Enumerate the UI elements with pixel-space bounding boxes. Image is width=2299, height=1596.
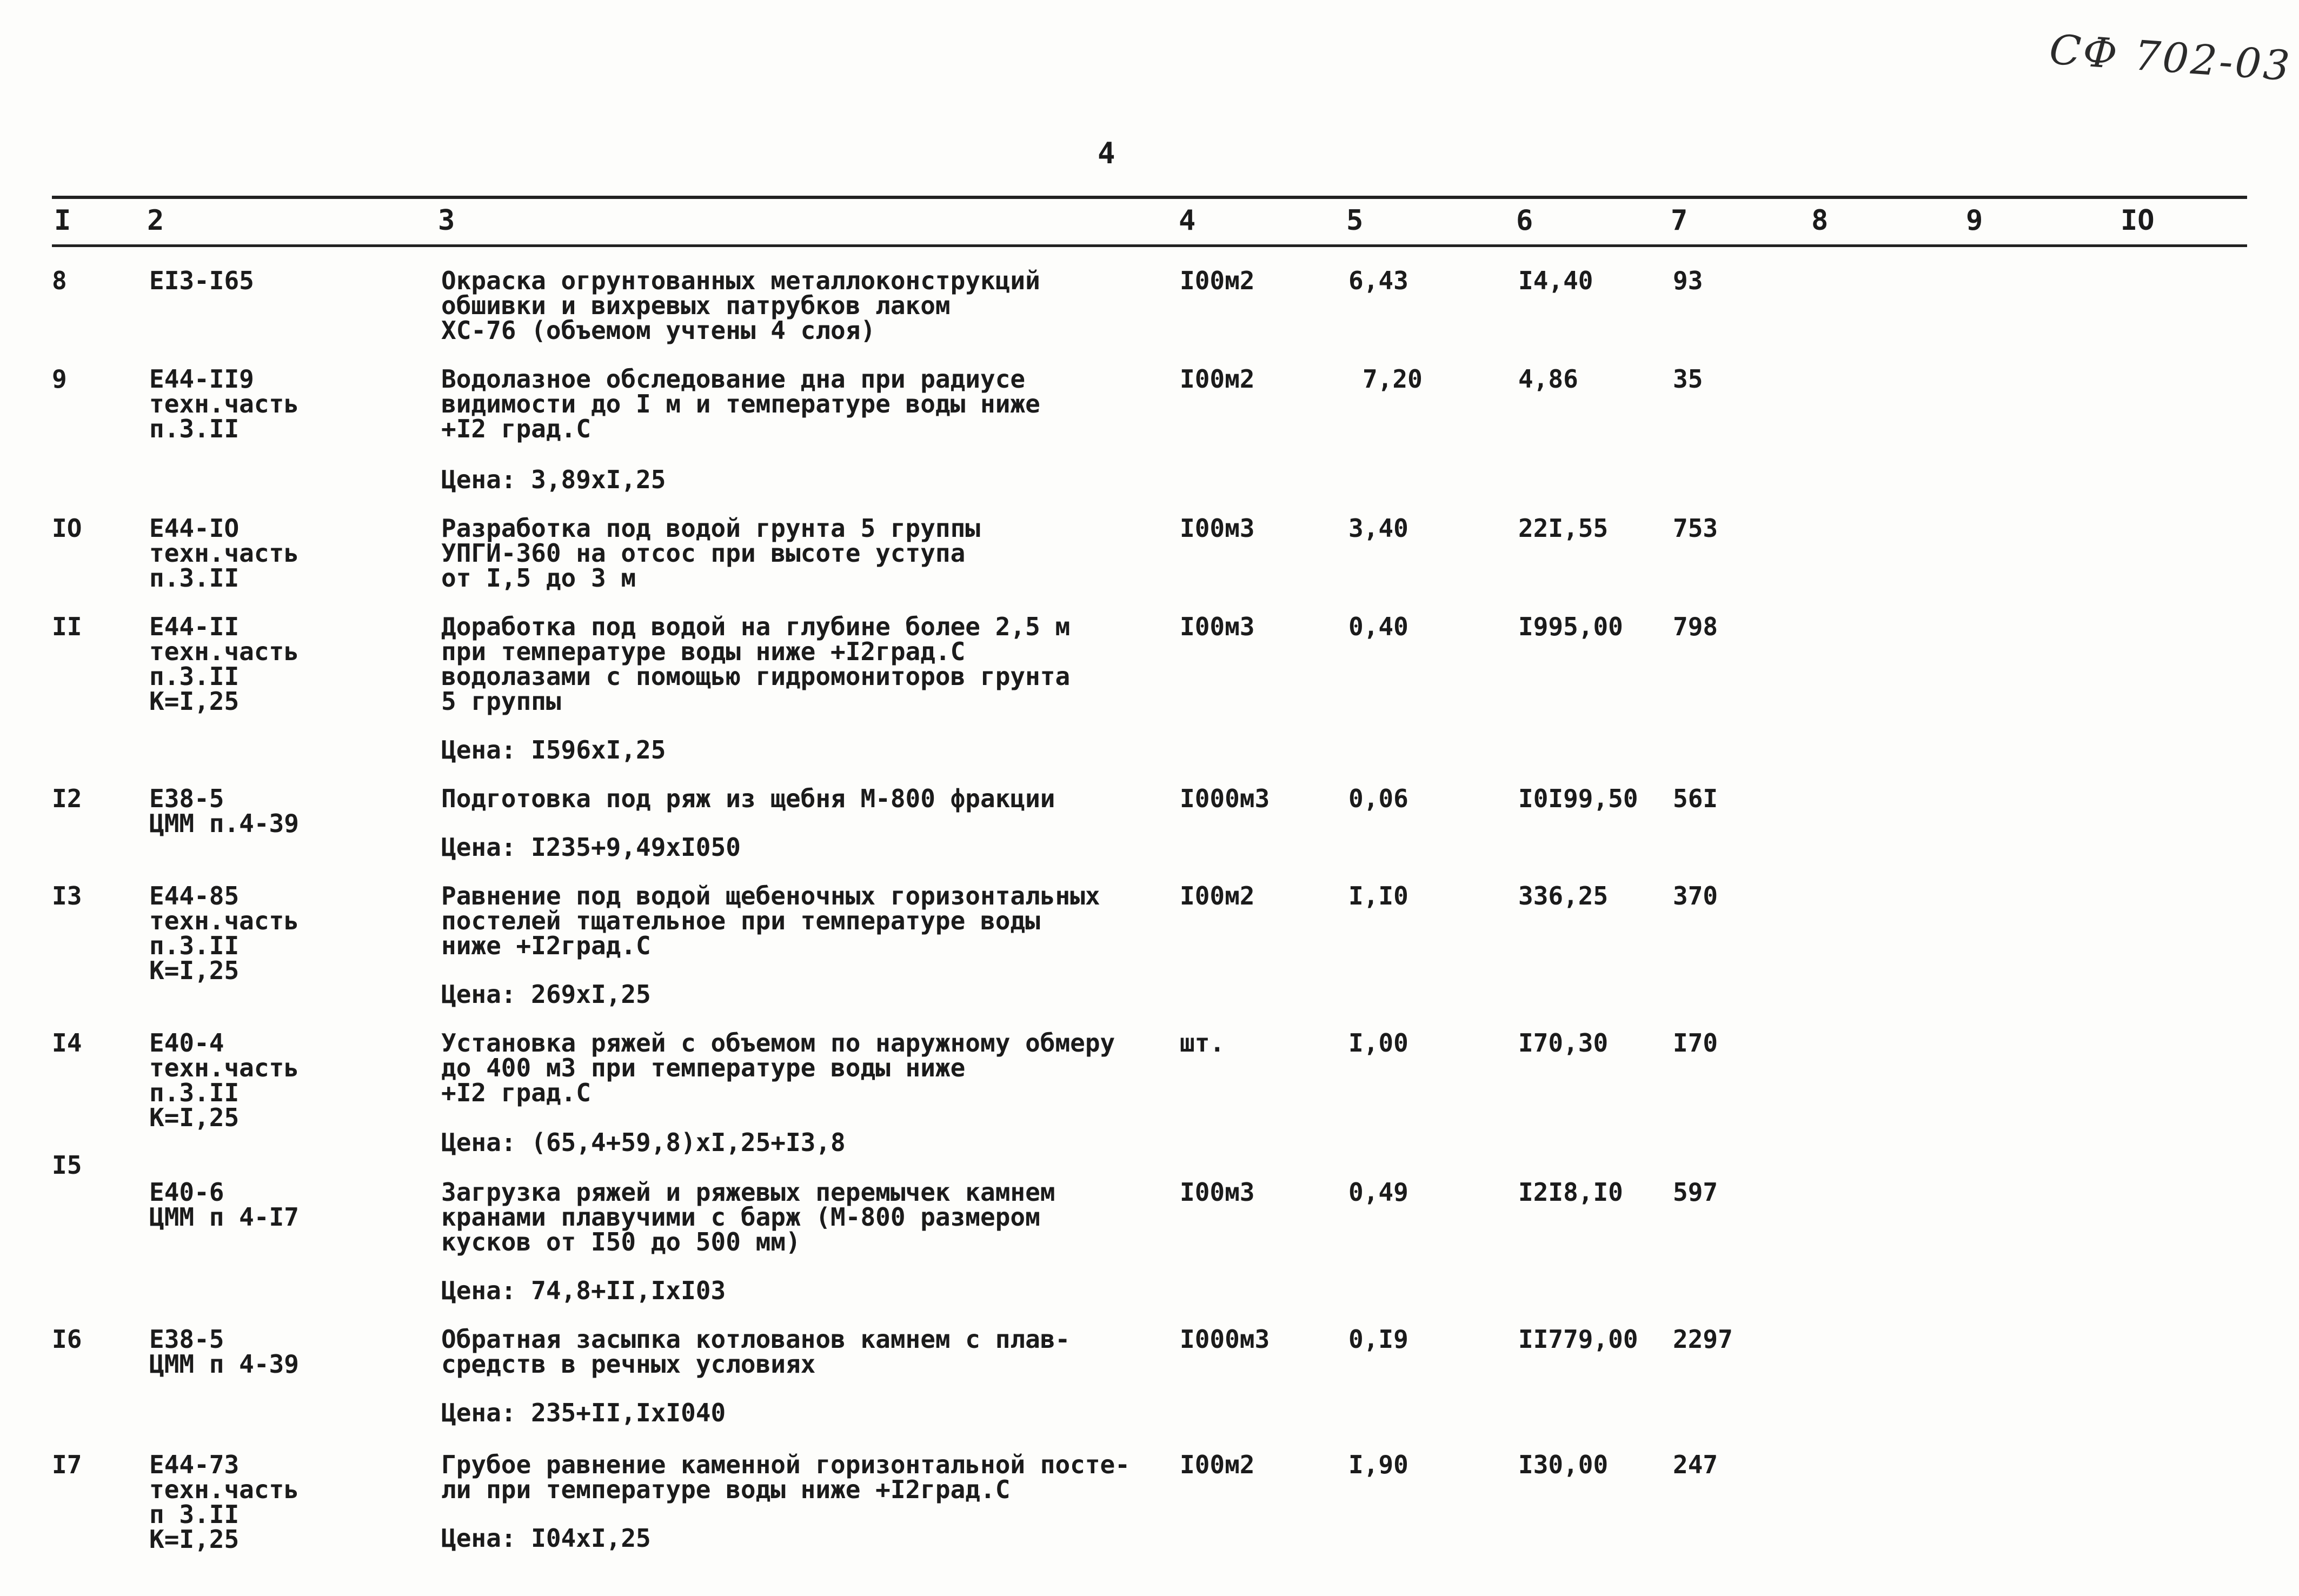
col-header-10: IO: [2121, 204, 2155, 237]
total-cost: 35: [1673, 364, 1703, 394]
work-description: +I2 град.С: [441, 414, 591, 443]
total-cost: 56I: [1673, 784, 1718, 813]
quantity: 7,20: [1363, 364, 1423, 394]
quantity: 0,06: [1348, 784, 1408, 813]
norm-code: техн.часть: [149, 389, 299, 418]
norm-code: п.3.II: [149, 414, 240, 443]
norm-code: техн.часть: [149, 1053, 299, 1082]
col-header-8: 8: [1811, 204, 1829, 237]
unit: I000м3: [1180, 1325, 1270, 1354]
norm-code: EI3-I65: [149, 266, 254, 295]
norm-code: E38-5: [149, 784, 224, 813]
work-description: кранами плавучими с барж (М-800 размером: [441, 1202, 1040, 1232]
work-description: Доработка под водой на глубине более 2,5 м: [441, 612, 1071, 641]
total-cost: 753: [1673, 514, 1718, 543]
unit-cost: I2I8,I0: [1518, 1178, 1623, 1207]
norm-code: техн.часть: [149, 1475, 299, 1504]
norm-code: E44-II9: [149, 364, 254, 394]
price-formula: Цена: 235+II,IхI040: [441, 1398, 726, 1427]
row-number: I3: [52, 881, 82, 910]
work-description: Подготовка под ряж из щебня М-800 фракции: [441, 784, 1055, 813]
norm-code: E40-4: [149, 1028, 224, 1058]
col-header-1: I: [54, 204, 71, 237]
norm-code: техн.часть: [149, 637, 299, 666]
row-number: IO: [52, 514, 82, 543]
work-description: Грубое равнение каменной горизонтальной посте-: [441, 1450, 1130, 1479]
row-number: 9: [52, 364, 67, 394]
work-description: видимости до I м и температуре воды ниже: [441, 389, 1040, 418]
row-number: 8: [52, 266, 67, 295]
work-description: Окраска огрунтованных металлоконструкций: [441, 266, 1040, 295]
work-description: Установка ряжей с объемом по наружному обмеру: [441, 1028, 1115, 1058]
quantity: 0,I9: [1348, 1325, 1408, 1354]
work-description: водолазами с помощью гидромониторов грунта: [441, 662, 1071, 691]
header-rule-bottom: [52, 244, 2247, 247]
norm-code: ЦММ п.4-39: [149, 809, 299, 838]
row-number: I7: [52, 1450, 82, 1479]
quantity: 0,40: [1348, 612, 1408, 641]
norm-code: п.3.II: [149, 563, 240, 593]
norm-code: п.3.II: [149, 931, 240, 960]
total-cost: 597: [1673, 1178, 1718, 1207]
quantity: 0,49: [1348, 1178, 1408, 1207]
quantity: 6,43: [1348, 266, 1408, 295]
col-header-6: 6: [1516, 204, 1533, 237]
unit: I00м3: [1180, 1178, 1255, 1207]
work-description: при температуре воды ниже +I2град.С: [441, 637, 966, 666]
total-cost: 2297: [1673, 1325, 1733, 1354]
total-cost: I70: [1673, 1028, 1718, 1058]
work-description: УПГИ-360 на отсос при высоте уступа: [441, 538, 966, 568]
work-description: ли при температуре воды ниже +I2град.С: [441, 1475, 1011, 1504]
col-header-2: 2: [147, 204, 164, 237]
work-description: Загрузка ряжей и ряжевых перемычек камнем: [441, 1178, 1055, 1207]
unit: I00м2: [1180, 364, 1255, 394]
work-description: до 400 м3 при температуре воды ниже: [441, 1053, 966, 1082]
unit: шт.: [1180, 1028, 1225, 1058]
header-rule-top: [52, 196, 2247, 199]
row-number: I4: [52, 1028, 82, 1058]
quantity: I,00: [1348, 1028, 1408, 1058]
norm-code: техн.часть: [149, 906, 299, 935]
unit-cost: I4,40: [1518, 266, 1593, 295]
total-cost: 93: [1673, 266, 1703, 295]
price-formula: Цена: I596хI,25: [441, 735, 666, 764]
unit-cost: I30,00: [1518, 1450, 1609, 1479]
norm-code: E44-II: [149, 612, 240, 641]
quantity: I,I0: [1348, 881, 1408, 910]
norm-code: ЦММ п 4-39: [149, 1349, 299, 1379]
col-header-7: 7: [1671, 204, 1688, 237]
unit: I000м3: [1180, 784, 1270, 813]
work-description: ниже +I2град.С: [441, 931, 651, 960]
work-description: Равнение под водой щебеночных горизонтальных: [441, 881, 1100, 910]
total-cost: 247: [1673, 1450, 1718, 1479]
work-description: обшивки и вихревых патрубков лаком: [441, 291, 951, 320]
col-header-5: 5: [1346, 204, 1364, 237]
row-number: I5: [52, 1151, 82, 1180]
unit-cost: 22I,55: [1518, 514, 1609, 543]
col-header-4: 4: [1179, 204, 1196, 237]
unit: I00м3: [1180, 612, 1255, 641]
norm-code: E44-73: [149, 1450, 240, 1479]
unit-cost: 336,25: [1518, 881, 1609, 910]
price-formula: Цена: (65,4+59,8)хI,25+I3,8: [441, 1128, 846, 1157]
work-description: Обратная засыпка котлованов камнем с плав-: [441, 1325, 1071, 1354]
work-description: кусков от I50 до 500 мм): [441, 1227, 801, 1256]
norm-code: п.3.II: [149, 1078, 240, 1107]
unit-cost: I70,30: [1518, 1028, 1609, 1058]
total-cost: 798: [1673, 612, 1718, 641]
work-description: ХС-76 (объемом учтены 4 слоя): [441, 316, 876, 345]
unit-cost: II779,00: [1518, 1325, 1638, 1354]
quantity: 3,40: [1348, 514, 1408, 543]
unit: I00м2: [1180, 881, 1255, 910]
work-description: постелей тщательное при температуре воды: [441, 906, 1040, 935]
norm-code: E38-5: [149, 1325, 224, 1354]
norm-code: E44-IO: [149, 514, 240, 543]
work-description: от I,5 до 3 м: [441, 563, 636, 593]
quantity: I,90: [1348, 1450, 1408, 1479]
row-number: I6: [52, 1325, 82, 1354]
price-formula: Цена: 3,89хI,25: [441, 465, 666, 494]
norm-code: К=I,25: [149, 956, 240, 985]
unit-cost: I0I99,50: [1518, 784, 1638, 813]
norm-code: К=I,25: [149, 1525, 240, 1554]
work-description: средств в речных условиях: [441, 1349, 816, 1379]
row-number: II: [52, 612, 82, 641]
norm-code: E44-85: [149, 881, 240, 910]
price-formula: Цена: I235+9,49хI050: [441, 833, 741, 862]
price-formula: Цена: 269хI,25: [441, 980, 651, 1009]
norm-code: техн.часть: [149, 538, 299, 568]
price-formula: Цена: 74,8+II,IхI03: [441, 1276, 726, 1305]
unit: I00м3: [1180, 514, 1255, 543]
norm-code: E40-6: [149, 1178, 224, 1207]
norm-code: п.3.II: [149, 662, 240, 691]
unit-cost: 4,86: [1518, 364, 1578, 394]
norm-code: п 3.II: [149, 1500, 240, 1529]
total-cost: 370: [1673, 881, 1718, 910]
page-number: 4: [1098, 136, 1115, 170]
price-formula: Цена: I04хI,25: [441, 1524, 651, 1553]
norm-code: ЦММ п 4-I7: [149, 1202, 299, 1232]
col-header-3: 3: [438, 204, 455, 237]
work-description: Водолазное обследование дна при радиусе: [441, 364, 1026, 394]
unit: I00м2: [1180, 266, 1255, 295]
work-description: 5 группы: [441, 687, 561, 716]
norm-code: К=I,25: [149, 1103, 240, 1132]
unit: I00м2: [1180, 1450, 1255, 1479]
col-header-9: 9: [1966, 204, 1983, 237]
document-code: СФ 702-03: [2048, 25, 2294, 90]
row-number: I2: [52, 784, 82, 813]
work-description: +I2 град.С: [441, 1078, 591, 1107]
norm-code: К=I,25: [149, 687, 240, 716]
work-description: Разработка под водой грунта 5 группы: [441, 514, 980, 543]
unit-cost: I995,00: [1518, 612, 1623, 641]
